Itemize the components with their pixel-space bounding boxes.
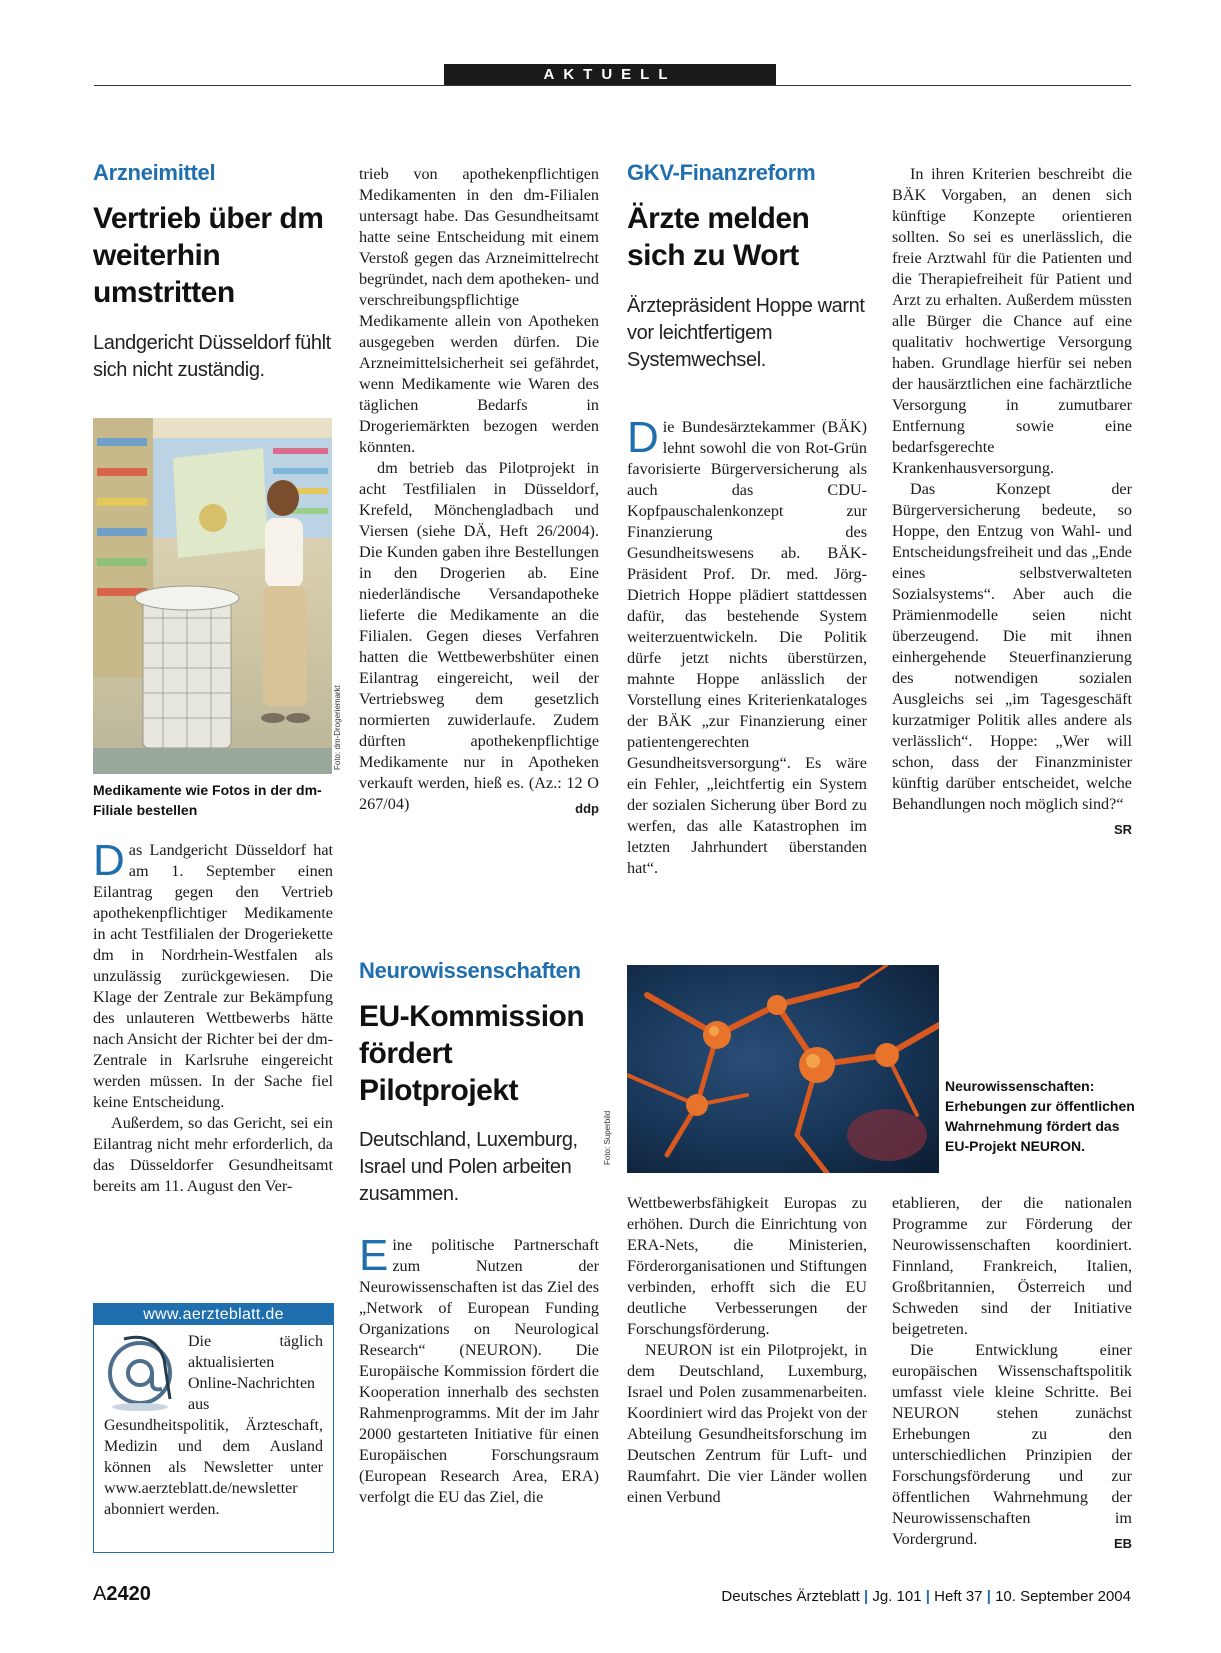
article2-signature: SR bbox=[1113, 822, 1132, 837]
article3-caption: Neurowissenschaften: Erhebungen zur öffentlichen Wahrnehmung fördert das EU-Projekt NEURON. bbox=[945, 1078, 1135, 1154]
article1-signature: ddp bbox=[575, 801, 599, 816]
article1-col1-p1: as Landgericht Düsseldorf hat am 1. September einen Eilantrag gegen den Vertrieb apothekenpflichtiger Medikamente in acht Testfilialen der Drogeriekette dm in Nordrhein-Westfalen als unzulässig zurückgewiesen. Die Klage der Zentrale zur Bekämpfung des unlauteren Wettbewerbs hätte nach Ansicht der Richter bei der dm-Zentrale in Karlsruhe eingereicht werden müssen. In der Sache fiel keine Entscheidung. bbox=[93, 841, 333, 1111]
article3-col4 bbox=[892, 1193, 1132, 1554]
footer-volume: Jg. 101 bbox=[872, 1588, 922, 1605]
header-rule bbox=[94, 85, 1131, 86]
footer-journal: Deutsches Ärzteblatt bbox=[721, 1588, 860, 1605]
article3-kicker: Neurowissenschaften bbox=[359, 958, 581, 983]
article3-headline: EU-Kommission fördert Pilotprojekt bbox=[359, 1000, 585, 1107]
article1-col2 bbox=[359, 164, 599, 819]
drugstore-photo bbox=[93, 418, 332, 774]
article3-photo-credit: Foto: Superbild bbox=[603, 1110, 612, 1165]
article1-col1-p2: Außerdem, so das Gericht, sei ein Eilantrag nicht mehr erforderlich, da das Düsseldorfer Gesundheitsamt bereits am 11. August den Ver- bbox=[93, 1114, 333, 1195]
footer-date: 10. September 2004 bbox=[995, 1588, 1131, 1605]
article2-col3-p1: ie Bundesärztekammer (BÄK) lehnt sowohl die von Rot-Grün favorisierte Bürgerversicherung als auch das CDU-Kopfpauschalenkonzept zur Finanzierung des Gesundheitswesens ab. BÄK-Präsident Prof. Dr. med. Jörg-Dietrich Hoppe plädiert stattdessen dafür, das bestehende System weiterzuentwickeln. Die Politik dürfe jetzt nichts überstürzen, mahnte Hoppe anlässlich der Vorstellung eines Kriterienkataloges der BÄK „zur Finanzierung einer patientengerechten Gesundheitsversorgung“. Es wäre ein Fehler, „leichtfertig ein System der sozialen Sicherung über Bord zu werfen, das alle Katastrophen im letzten Jahrhundert überstanden hat“. bbox=[627, 418, 867, 877]
article2-col3 bbox=[627, 413, 867, 879]
article3-col3-p2: NEURON ist ein Pilotprojekt, in dem Deutschland, Luxemburg, Israel und Polen zusammenarbeiten. Koordiniert wird das Projekt von der Abteilung Gesundheitsforschung im Deutschen Zentrum für Luft- und Raumfahrt. Die vier Länder wollen einen Verbund bbox=[627, 1341, 867, 1506]
article1-kicker: Arzneimittel bbox=[93, 160, 216, 185]
article3-col2 bbox=[359, 1231, 599, 1508]
article3-deck: Deutschland, Luxemburg, Israel und Polen arbeiten zusammen. bbox=[359, 1129, 578, 1205]
page-number bbox=[93, 1583, 151, 1606]
article1-dropcap: D bbox=[93, 836, 125, 885]
page-prefix: A bbox=[93, 1583, 107, 1605]
infobox-text: Die täglich aktualisierten Online-Nachrichten aus Gesundheitspolitik, Ärzteschaft, Medizin und dem Ausland können als Newsletter unter www.aerzteblatt.de/newsletter abonniert werden. bbox=[104, 1333, 323, 1518]
article3-col4-p2: Die Entwicklung einer europäischen Wissenschaftspolitik umfasst viele kleine Schritte. Bei NEURON stehen zunächst Erhebungen zu den unterschiedlichen Prinzipien der Forschungsförderung und zur öffentlichen Wahrnehmung der Neurowissenschaften im Vordergrund. bbox=[892, 1341, 1132, 1548]
neuron-photo bbox=[627, 965, 939, 1173]
article1-col2-p1: trieb von apothekenpflichtigen Medikamenten in den dm-Filialen untersagt habe. Das Gesundheitsamt hatte seine Entscheidung mit einem Verstoß gegen das Arzneimittelrecht begründet, nach dem apotheken- und verschreibungspflichtige Medikamente allein von Apotheken ausgegeben werden dürfen. Die Arzneimittelsicherheit sei gefährdet, wenn Medikamente wie Waren des täglichen Bedarfs in Drogeriemärkten bezogen werden könnten. bbox=[359, 165, 599, 456]
article3-col4-p1: etablieren, der die nationalen Programme zur Förderung der Neurowissenschaften koordiniert. Finnland, Frankreich, Italien, Großbritannien, Österreich und Schweden sind der Initiative beigetreten. bbox=[892, 1194, 1132, 1338]
article1-col2-p2: dm betrieb das Pilotprojekt in acht Testfilialen in Düsseldorf, Krefeld, Mönchengladbach und Viersen (siehe DÄ, Heft 26/2004). Die Kunden gaben ihre Bestellungen in den Drogerien ab. Eine niederländische Versandapotheke lieferte die Medikamente an die Filialen. Gegen dieses Verfahren hatten die Wettbewerbshüter einen Eilantrag eingereicht, weil der Vertriebsweg dem gesetzlich normierten zuwiderlaufe. Zudem dürften apothekenpflichtige Medikamente nur in Apotheken verkauft werden, hieß es. (Az.: 12 O 267/04) bbox=[359, 459, 599, 813]
article3-col2-p1: ine politische Partnerschaft zum Nutzen der Neurowissenschaften ist das Ziel des „Network of European Funding Organizations on Neurological Research“ (NEURON). Die Europäische Kommission fördert die Kooperation innerhalb des sechsten Rahmenprogramms. Mit der im Jahr 2000 gestarteten Initiative für einen Europäischen Forschungsraum (European Research Area, ERA) verfolgt die EU das Ziel, die bbox=[359, 1236, 599, 1506]
article1-col1 bbox=[93, 836, 333, 1197]
at-sign-icon bbox=[100, 1331, 182, 1413]
article2-headline: Ärzte melden sich zu Wort bbox=[627, 202, 810, 272]
footer-meta: Deutsches Ärzteblatt | Jg. 101 | Heft 37 | 10. September 2004 bbox=[721, 1588, 1131, 1605]
article3-dropcap: E bbox=[359, 1231, 389, 1280]
article2-dropcap: D bbox=[627, 413, 659, 462]
drugstore-illustration bbox=[93, 418, 332, 774]
article1-deck: Landgericht Düsseldorf fühlt sich nicht zuständig. bbox=[93, 332, 331, 381]
article1-headline: Vertrieb über dm weiterhin umstritten bbox=[93, 202, 324, 309]
neuron-illustration bbox=[627, 965, 939, 1173]
article3-col3 bbox=[627, 1193, 867, 1508]
article2-col4-p1: In ihren Kriterien beschreibt die BÄK Vorgaben, an denen sich künftige Konzepte orientieren sollten. So sei es unerlässlich, die freie Arztwahl für die Patienten und die Therapiefreiheit für Patient und Arzt zu erhalten. Außerdem müssten alle Bürger die Chance auf eine qualitativ hochwertige Versorgung haben. Grundlage hierfür sei neben der hausärztlichen eine fachärztliche Versorgung in zumutbarer Entfernung sowie eine bedarfsgerechte Krankenhausversorgung. bbox=[892, 165, 1132, 477]
infobox-title[interactable]: www.aerzteblatt.de bbox=[94, 1304, 333, 1325]
aerzteblatt-infobox bbox=[93, 1303, 334, 1553]
section-header: AKTUELL bbox=[444, 64, 776, 86]
article1-photo-credit: Foto: dm-Drogeriemarkt bbox=[333, 685, 342, 770]
page-number-value: 2420 bbox=[106, 1583, 151, 1605]
article3-col3-p1: Wettbewerbsfähigkeit Europas zu erhöhen. Durch die Einrichtung von ERA-Nets, die Ministerien, Förderorganisationen und Stiftungen verbinden, erhofft sich die EU deutliche Verbesserungen der Forschungsförderung. bbox=[627, 1194, 867, 1338]
article2-kicker: GKV-Finanzreform bbox=[627, 160, 816, 185]
article3-signature: EB bbox=[1113, 1536, 1132, 1551]
article1-caption: Medikamente wie Fotos in der dm-Filiale bestellen bbox=[93, 782, 322, 818]
footer-issue: Heft 37 bbox=[934, 1588, 983, 1605]
article2-col4-p2: Das Konzept der Bürgerversicherung bedeute, so Hoppe, den Entzug von Wahl- und Entscheidungsfreiheit und das „Ende eines selbstverwalteten Sozialsystems“. Aber auch die Prämienmodelle seien nicht überzeugend. Die mit ihnen einhergehende Steuerfinanzierung des notwendigen sozialen Ausgleichs sei „im Tagesgeschäft kurzatmiger Politik alles andere als verlässlich“. Hoppe: „Wer will schon, dass der Finanzminister künftig darüber entscheidet, welche Behandlungen noch möglich sind?“ bbox=[892, 480, 1132, 813]
article2-col4 bbox=[892, 164, 1132, 840]
article2-deck: Ärztepräsident Hoppe warnt vor leichtfertigem Systemwechsel. bbox=[627, 295, 865, 371]
